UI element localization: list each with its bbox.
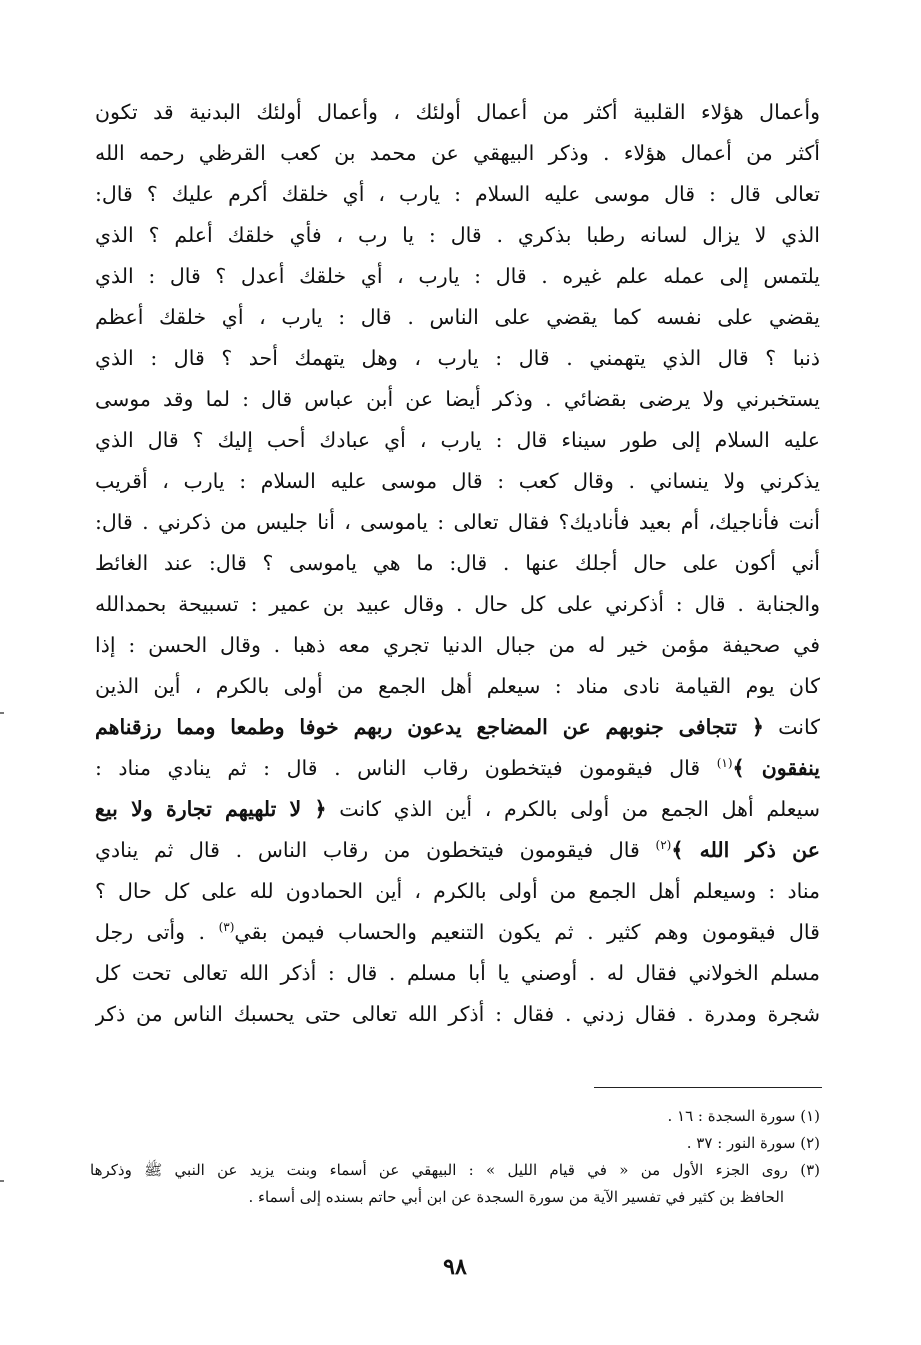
text-line [95,871,820,912]
text-line [95,666,820,707]
text-segment: أكثر من أعمال هؤلاء . وذكر البيهقي عن محمد بن كعب القرظي رحمه الله [95,141,820,165]
text-segment: قال فيقومون وهم كثير . ثم يكون التنعيم والحساب فيمن بقي [234,920,820,944]
main-text-block [95,92,820,1035]
quran-quote: ﴿ تتجافى جنوبهم عن المضاجع يدعون ربهم خوفا وطمعا ومما رزقناهم [95,715,764,739]
text-segment: يذكرني ولا ينساني . وقال كعب : قال موسى عليه السلام : يارب ، أقريب [95,469,820,493]
text-segment: قال فيقومون فيتخطون رقاب الناس . قال : ثم ينادي مناد : [95,756,717,780]
text-segment: مسلم الخولاني فقال له . أوصني يا أبا مسلم . قال : أذكر الله تعالى تحت كل [95,961,820,985]
quran-quote: عن ذكر الله ﴾ [671,838,820,862]
text-line [95,174,820,215]
footnote-line: (٢) سورة النور : ٣٧ . [686,1134,820,1152]
footnote-marker: (١) [716,756,733,771]
text-segment: والجنابة . قال : أذكرني على كل حال . وقال عبيد بن عمير : تسبيحة بحمدالله [95,592,820,616]
footnote-marker: (٢) [655,838,672,853]
text-line [95,830,820,871]
text-line [95,297,820,338]
footnote-separator [594,1087,822,1088]
text-line [95,502,820,543]
text-line [95,215,820,256]
footnote-marker: (٣) [218,920,235,935]
text-segment: أنت فأناجيك، أم بعيد فأناديك؟ فقال تعالى : ياموسى ، أنا جليس من ذكرني . قال: [95,510,820,534]
text-line [95,625,820,666]
text-line [95,420,820,461]
text-line [95,92,820,133]
text-line [95,461,820,502]
text-segment: يلتمس إلى عمله علم غيره . قال : يارب ، أي خلقك أعدل ؟ قال : الذي [95,264,820,288]
text-segment: كانت [763,715,820,739]
quran-quote: ﴿ لا تلهيهم تجارة ولا بيع [95,797,327,821]
footnote-line: (٣) روى الجزء الأول من « في قيام الليل » : البيهقي عن أسماء وبنت يزيد عن النبي ﷺ وذكرها [90,1161,820,1179]
text-line [95,543,820,584]
text-line [95,912,820,953]
page-number: ٩٨ [443,1254,467,1280]
scan-edge-mark [0,1180,4,1182]
text-segment: قال فيقومون فيتخطون من رقاب الناس . قال ثم ينادي [95,838,656,862]
text-line [95,584,820,625]
text-segment: أني أكون على حال أجلك عنها . قال: ما هي ياموسى ؟ قال: عند الغائط [95,551,820,575]
text-line [95,953,820,994]
footnotes-block [90,1103,820,1211]
footnote-line: الحافظ بن كثير في تفسير الآية من سورة السجدة عن ابن أبي حاتم بسنده إلى أسماء . [248,1188,784,1206]
text-line [95,379,820,420]
text-segment: يستخبرني ولا يرضى بقضائي . وذكر أيضا عن أبن عباس قال : لما وقد موسى [95,387,820,411]
text-line [95,133,820,174]
text-segment: عليه السلام إلى طور سيناء قال : يارب ، أي عبادك أحب إليك ؟ قال الذي [95,428,820,452]
text-segment: مناد : وسيعلم أهل الجمع من أولى بالكرم ، أين الحمادون لله على كل حال ؟ [95,879,820,903]
text-segment: الذي لا يزال لسانه رطبا بذكري . قال : يا رب ، فأي خلقك أعلم ؟ الذي [95,223,820,247]
text-segment: وأعمال هؤلاء القلبية أكثر من أعمال أولئك ، وأعمال أولئك البدنية قد تكون [95,100,820,124]
text-segment: سيعلم أهل الجمع من أولى بالكرم ، أين الذي كانت [326,797,820,821]
text-segment: يقضي على نفسه كما يقضي على الناس . قال : يارب ، أي خلقك أعظم [95,305,820,329]
text-line [95,994,820,1035]
scan-edge-mark [0,712,4,714]
text-line [95,338,820,379]
text-line [95,256,820,297]
text-segment: تعالى قال : قال موسى عليه السلام : يارب ، أي خلقك أكرم عليك ؟ قال: [95,182,820,206]
text-segment: . وأتى رجل [95,920,219,944]
text-line [95,748,820,789]
text-segment: شجرة ومدرة . فقال زدني . فقال : أذكر الله تعالى حتى يحسبك الناس من ذكر [95,1002,820,1026]
footnote-line: (١) سورة السجدة : ١٦ . [667,1107,820,1125]
text-line [95,707,820,748]
text-line [95,789,820,830]
text-segment: كان يوم القيامة نادى مناد : سيعلم أهل الجمع من أولى بالكرم ، أين الذين [95,674,820,698]
text-segment: ذنبا ؟ قال الذي يتهمني . قال : يارب ، وهل يتهمك أحد ؟ قال : الذي [95,346,820,370]
quran-quote: ينفقون ﴾ [732,756,820,780]
text-segment: في صحيفة مؤمن خير له من جبال الدنيا تجري معه ذهبا . وقال الحسن : إذا [95,633,820,657]
